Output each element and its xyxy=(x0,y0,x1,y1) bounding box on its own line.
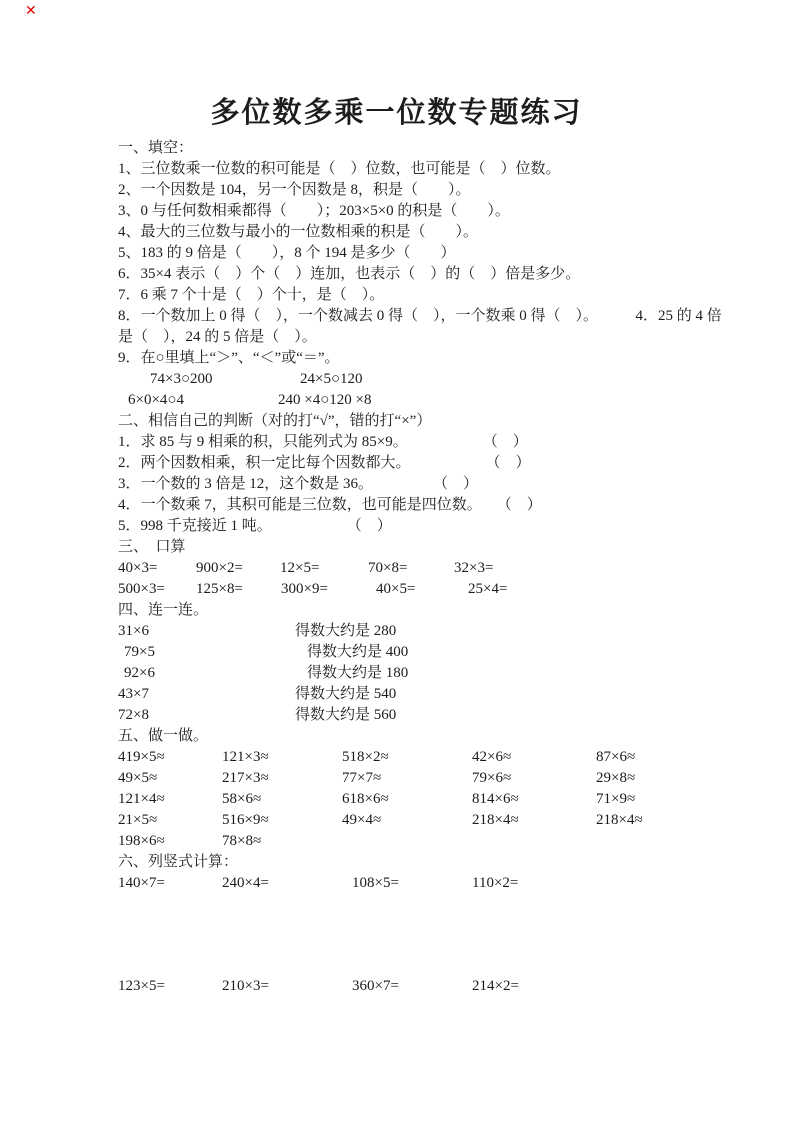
compare-expression: 24×5○120 xyxy=(300,371,363,387)
expression: 300×9= xyxy=(281,581,328,597)
expression: 58×6≈ xyxy=(222,791,262,807)
compare-row xyxy=(118,390,743,411)
vertical-calc-row xyxy=(118,976,743,997)
match-target: 得数大约是 400 xyxy=(307,644,409,660)
section-1-header: 一、填空： xyxy=(118,140,194,156)
expression: 123×5= xyxy=(118,978,165,994)
estimate-row xyxy=(118,789,743,810)
expression: 121×4≈ xyxy=(118,791,165,807)
judgment-item: 2．两个因数相乘，积一定比每个因数都大。 （ ） xyxy=(118,455,531,471)
worksheet-body xyxy=(0,132,793,997)
expression: 140×7= xyxy=(118,875,165,891)
expression: 108×5= xyxy=(352,875,399,891)
judgment-item: 5．998 千克接近 1 吨。 （ ） xyxy=(118,518,392,534)
expression: 240×4= xyxy=(222,875,269,891)
expression: 814×6≈ xyxy=(472,791,519,807)
estimate-row xyxy=(118,831,743,852)
compare-row xyxy=(118,369,743,390)
expression: 618×6≈ xyxy=(342,791,389,807)
expression: 516×9≈ xyxy=(222,812,269,828)
judgment-item: 4．一个数乘 7，其积可能是三位数，也可能是四位数。 （ ） xyxy=(118,497,542,513)
expression: 12×5= xyxy=(280,560,320,576)
judgment-item: 3．一个数的 3 倍是 12，这个数是 36。 （ ） xyxy=(118,476,479,492)
fill-in-line: 8．一个数加上 0 得（ ），一个数减去 0 得（ ），一个数乘 0 得（ ）。 4．25 的 4 倍 xyxy=(118,308,722,324)
section-5-header: 五、做一做。 xyxy=(118,728,209,744)
fill-in-line: 7．6 乘 7 个十是（ ）个十，是（ ）。 xyxy=(118,287,385,303)
expression: 78×8≈ xyxy=(222,833,262,849)
expression: 360×7= xyxy=(352,978,399,994)
expression: 110×2= xyxy=(472,875,519,891)
match-expression: 79×5 xyxy=(124,644,155,660)
red-x-icon: ✕ xyxy=(25,3,37,19)
page-title: 多位数多乘一位数专题练习 xyxy=(210,97,583,129)
expression: 42×6≈ xyxy=(472,749,512,765)
expression: 217×3≈ xyxy=(222,770,269,786)
expression: 77×7≈ xyxy=(342,770,382,786)
oral-calc-row xyxy=(118,579,743,600)
compare-expression: 74×3○200 xyxy=(150,371,213,387)
expression: 40×3= xyxy=(118,560,158,576)
expression: 125×8= xyxy=(196,581,243,597)
expression: 21×5≈ xyxy=(118,812,158,828)
expression: 29×8≈ xyxy=(596,770,636,786)
judgment-item: 1．求 85 与 9 相乘的积，只能列式为 85×9。 （ ） xyxy=(118,434,528,450)
fill-in-line: 5、183 的 9 倍是（ ），8 个 194 是多少（ ） xyxy=(118,245,456,261)
expression: 49×4≈ xyxy=(342,812,382,828)
match-target: 得数大约是 180 xyxy=(307,665,409,681)
estimate-row xyxy=(118,768,743,789)
expression: 218×4≈ xyxy=(472,812,519,828)
match-expression: 72×8 xyxy=(118,707,149,723)
match-expression: 92×6 xyxy=(124,665,155,681)
match-expression: 31×6 xyxy=(118,623,149,639)
section-6-header: 六、列竖式计算： xyxy=(118,854,239,870)
estimate-row xyxy=(118,810,743,831)
match-target: 得数大约是 540 xyxy=(295,686,397,702)
vertical-calc-row xyxy=(118,873,743,894)
section-4-header: 四、连一连。 xyxy=(118,602,209,618)
section-2-header: 二、相信自己的判断（对的打“√”，错的打“×”） xyxy=(118,413,432,429)
expression: 79×6≈ xyxy=(472,770,512,786)
expression: 419×5≈ xyxy=(118,749,165,765)
expression: 32×3= xyxy=(454,560,494,576)
expression: 210×3= xyxy=(222,978,269,994)
match-row xyxy=(118,684,743,705)
fill-in-line: 是（ ），24 的 5 倍是（ ）。 xyxy=(118,329,317,345)
match-row xyxy=(118,621,743,642)
expression: 218×4≈ xyxy=(596,812,643,828)
fill-in-line: 2、一个因数是 104，另一个因数是 8，积是（ ）。 xyxy=(118,182,471,198)
compare-expression: 240 ×4○120 ×8 xyxy=(278,392,372,408)
match-row xyxy=(118,705,743,726)
fill-in-line: 3、0 与任何数相乘都得（ ）；203×5×0 的积是（ ）。 xyxy=(118,203,510,219)
expression: 500×3= xyxy=(118,581,165,597)
oral-calc-row xyxy=(118,558,743,579)
match-target: 得数大约是 560 xyxy=(295,707,397,723)
expression: 518×2≈ xyxy=(342,749,389,765)
compare-expression: 6×0×4○4 xyxy=(128,392,184,408)
fill-in-line: 9．在○里填上“＞”、“＜”或“＝”。 xyxy=(118,350,340,366)
match-expression: 43×7 xyxy=(118,686,149,702)
match-row xyxy=(118,663,743,684)
expression: 121×3≈ xyxy=(222,749,269,765)
expression: 87×6≈ xyxy=(596,749,636,765)
match-target: 得数大约是 280 xyxy=(295,623,397,639)
expression: 40×5= xyxy=(376,581,416,597)
expression: 900×2= xyxy=(196,560,243,576)
fill-in-line: 1、三位数乘一位数的积可能是（ ）位数，也可能是（ ）位数。 xyxy=(118,161,561,177)
fill-in-line: 4、最大的三位数与最小的一位数相乘的积是（ ）。 xyxy=(118,224,479,240)
fill-in-line: 6．35×4 表示（ ）个（ ）连加，也表示（ ）的（ ）倍是多少。 xyxy=(118,266,581,282)
expression: 25×4= xyxy=(468,581,508,597)
expression: 71×9≈ xyxy=(596,791,636,807)
expression: 214×2= xyxy=(472,978,519,994)
section-3-header: 三、 口算 xyxy=(118,539,186,555)
expression: 70×8= xyxy=(368,560,408,576)
estimate-row xyxy=(118,747,743,768)
match-row xyxy=(118,642,743,663)
expression: 198×6≈ xyxy=(118,833,165,849)
expression: 49×5≈ xyxy=(118,770,158,786)
